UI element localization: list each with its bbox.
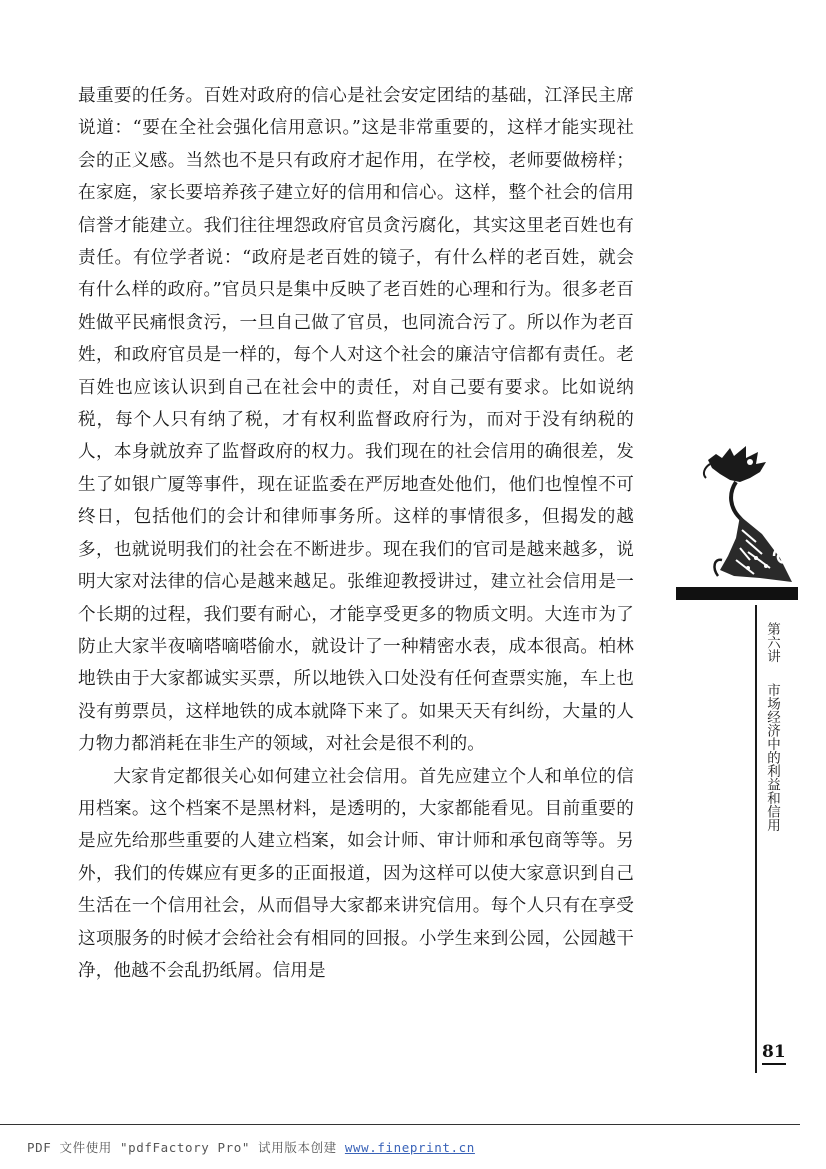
paragraph-1: 最重要的任务。百姓对政府的信心是社会安定团结的基础，江泽民主席说道：“要在全社会强化信用意识。”这是非常重要的，这样才能实现社会的正义感。当然也不是只有政府才起作用，在学校，老师要做榜样；在家庭，家长要培养孩子建立好的信用和信心。这样，整个社会的信用信誉才能建立。我们往往埋怨政府官员贪污腐化，其实这里老百姓也有责任。有位学者说：“政府是老百姓的镜子，有什么样的老百姓，就会有什么样的政府。”官员只是集中反映了老百姓的心理和行为。很多老百姓做平民痛恨贪污，一旦自己做了官员，也同流合污了。所以作为老百姓，和政府官员是一样的，每个人对这个社会的廉洁守信都有责任。老百姓也应该认识到自己在社会中的责任，对自己要有要求。比如说纳税，每个人只有纳了税，才有权利监督政府行为，而对于没有纳税的人，本身就放弃了监督政府的权力。我们现在的社会信用的确很差，发生了如银广厦等事件，现在证监委在严厉地查处他们，他们也惶惶不可终日，包括他们的会计和律师事务所。这样的事情很多，但揭发的越多，也就说明我们的社会在不断进步。现在我们的官司是越来越多，说明大家对法律的信心是越来越足。张维迎教授讲过，建立社会信用是一个长期的过程，我们要有耐心，才能享受更多的物质文明。大连市为了防止大家半夜嘀嗒嘀嗒偷水，就设计了一种精密水表，成本很高。柏林地铁由于大家都诚实买票，所以地铁入口处没有任何查票实施，车上也没有剪票员，这样地铁的成本就降下来了。如果天天有纠纷，大量的人力物力都消耗在非生产的领域，对社会是很不利的。 <box>78 86 634 755</box>
chapter-tab-bar <box>676 587 798 600</box>
side-divider <box>755 605 757 1073</box>
footer-link[interactable]: www.fineprint.cn <box>344 1140 475 1155</box>
footer <box>27 1138 475 1156</box>
page-number: 81 <box>762 1042 786 1065</box>
paragraph-2: 大家肯定都很关心如何建立社会信用。首先应建立个人和单位的信用档案。这个档案不是黑材料，是透明的，大家都能看见。目前重要的是应先给那些重要的人建立档案，如会计师、审计师和承包商等等。另外，我们的传媒应有更多的正面报道，因为这样可以使大家意识到自己生活在一个信用社会，从而倡导大家都来讲究信用。每个人只有在享受这项服务的时候才会给社会有相同的回报。小学生来到公园，公园越干净，他越不会乱扔纸屑。信用是 <box>78 766 634 981</box>
fish-bird-ornament-icon <box>700 438 798 586</box>
footer-text: PDF 文件使用 "pdfFactory Pro" 试用版本创建 <box>27 1140 345 1155</box>
footer-divider <box>0 1124 800 1125</box>
chapter-number: 第六讲 <box>764 622 780 663</box>
body-text <box>78 80 634 987</box>
chapter-title: 市场经济中的利益和信用 <box>764 683 780 832</box>
